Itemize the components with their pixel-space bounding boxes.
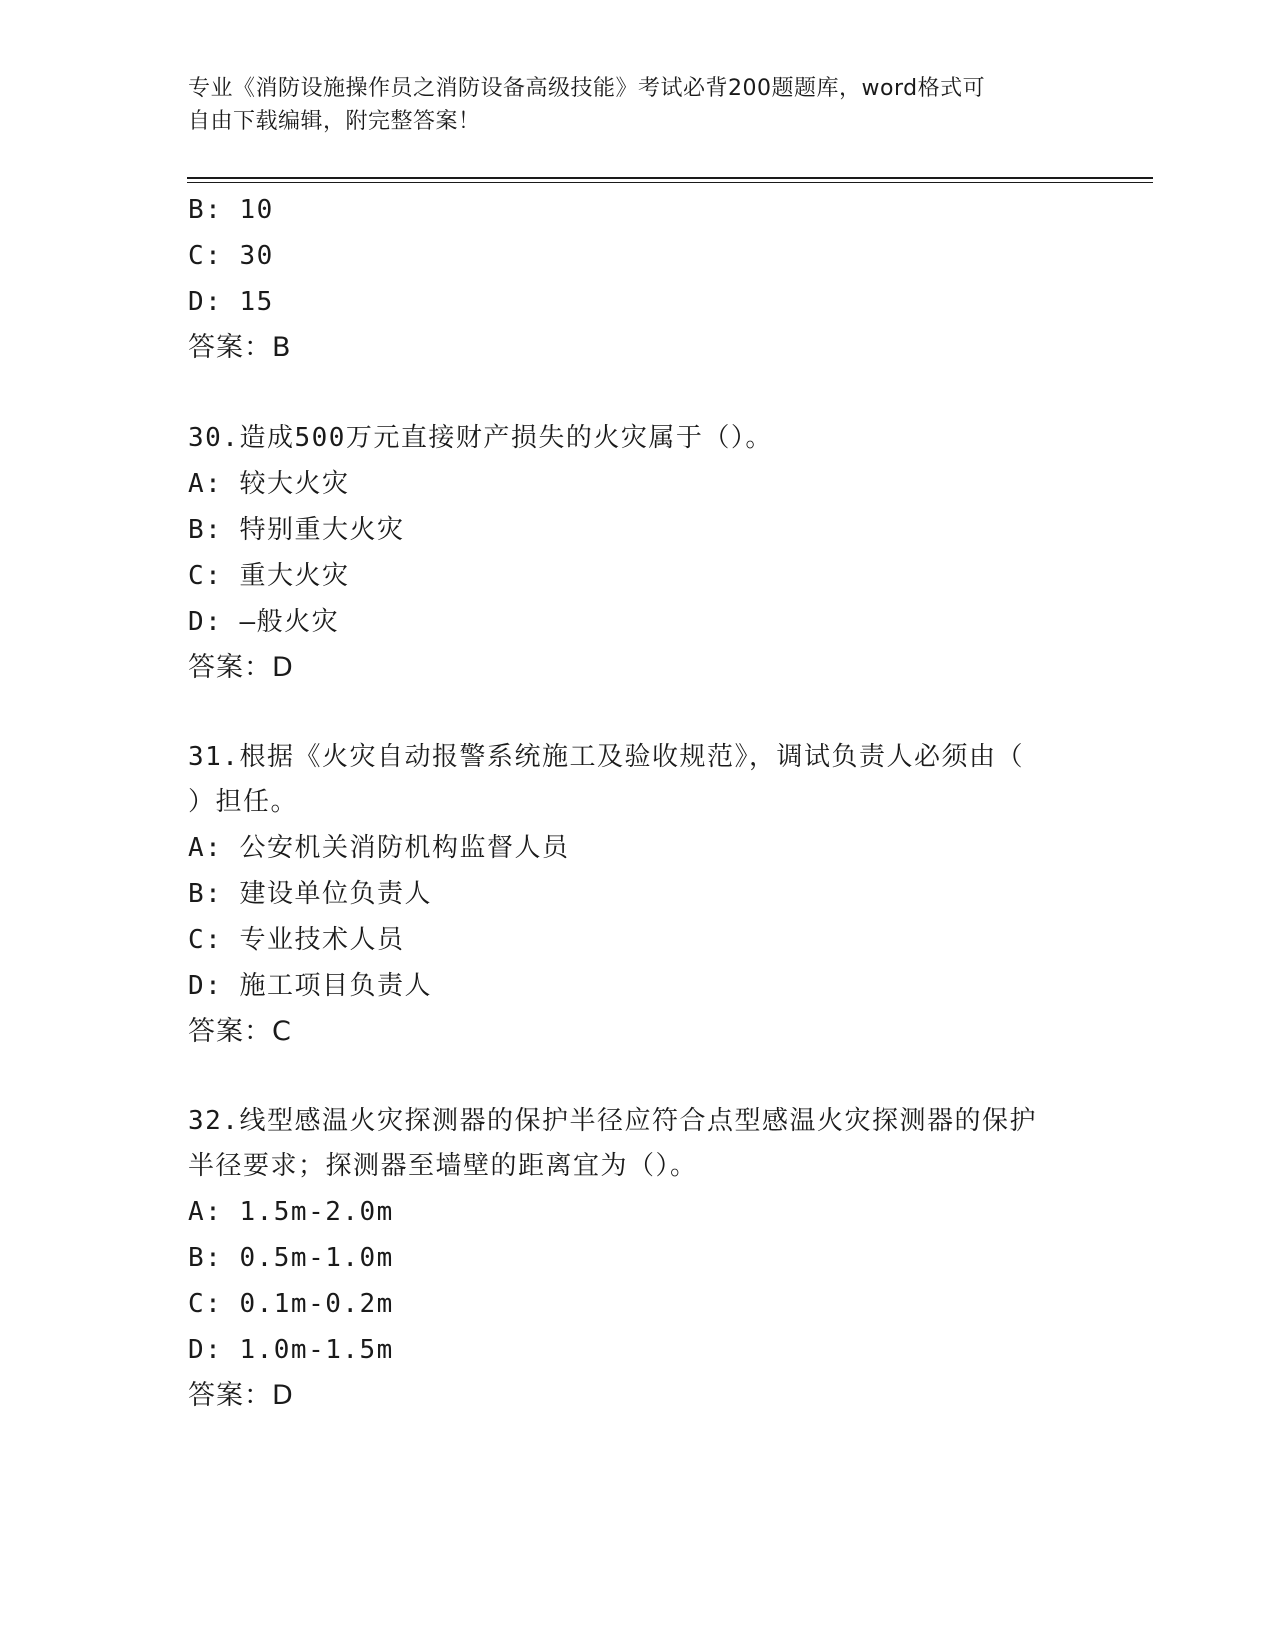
option-a: A: 公安机关消防机构监督人员: [188, 833, 570, 863]
option-c: C: 30: [188, 241, 274, 271]
option-d: D: 1.0m-1.5m: [188, 1335, 394, 1365]
question-stem: 30.造成500万元直接财产损失的火灾属于（）。: [188, 423, 773, 453]
question-31: [188, 735, 1088, 1055]
option-a: A: 较大火灾: [188, 469, 350, 499]
document-header: [188, 72, 1088, 138]
header-line-1: 专业《消防设施操作员之消防设备高级技能》考试必背200题题库，word格式可: [188, 76, 986, 101]
answer-line: 答案：D: [188, 652, 294, 683]
question-stem-continued: 半径要求；探测器至墙壁的距离宜为（）。: [188, 1151, 698, 1181]
previous-question: [188, 187, 1088, 371]
question-stem-continued: ）担任。: [188, 787, 299, 817]
option-c: C: 重大火灾: [188, 561, 350, 591]
option-c: C: 0.1m-0.2m: [188, 1289, 394, 1319]
option-d: D: 15: [188, 287, 274, 317]
header-divider: [187, 177, 1153, 179]
header-line-2: 自由下载编辑，附完整答案！: [188, 109, 481, 134]
option-b: B: 特别重大火灾: [188, 515, 405, 545]
option-d: D: 施工项目负责人: [188, 971, 432, 1001]
question-list: [188, 187, 1088, 1419]
option-b: B: 建设单位负责人: [188, 879, 432, 909]
option-a: A: 1.5m-2.0m: [188, 1197, 394, 1227]
question-30: [188, 415, 1088, 691]
question-32: [188, 1099, 1088, 1419]
option-c: C: 专业技术人员: [188, 925, 405, 955]
header-divider-thin: [187, 182, 1153, 183]
question-stem: 31.根据《火灾自动报警系统施工及验收规范》，调试负责人必须由（: [188, 742, 1024, 772]
option-b: B: 10: [188, 195, 274, 225]
question-stem: 32.线型感温火灾探测器的保护半径应符合点型感温火灾探测器的保护: [188, 1106, 1037, 1136]
answer-line: 答案：C: [188, 1016, 292, 1047]
option-d: D: —般火灾: [188, 607, 340, 637]
answer-line: 答案：B: [188, 332, 292, 363]
option-b: B: 0.5m-1.0m: [188, 1243, 394, 1273]
answer-line: 答案：D: [188, 1380, 294, 1411]
